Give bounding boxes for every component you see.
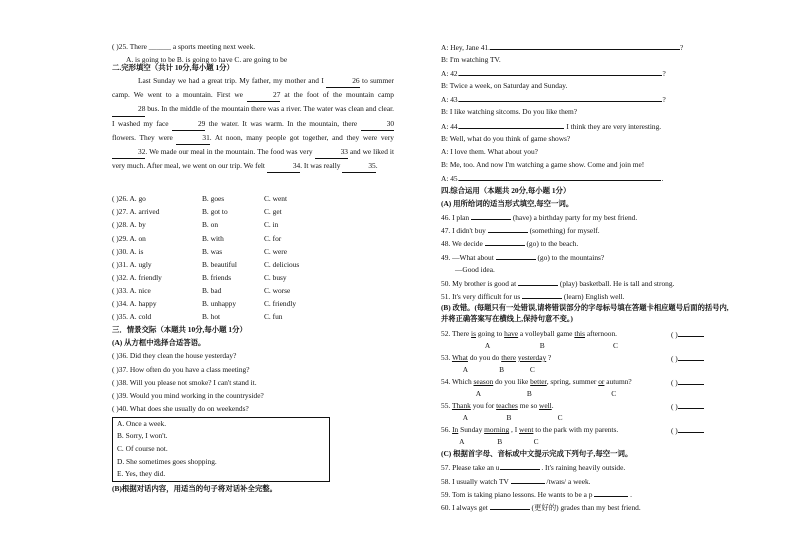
hint-item [441, 460, 731, 473]
option-a: ( )30. A. is [112, 246, 144, 256]
hint-blank [594, 487, 628, 497]
fill-prefix: 50. My brother is good at [441, 278, 517, 288]
underlined-part: there [501, 352, 517, 362]
underlined-part: or [598, 377, 605, 387]
underlined-part: morning [484, 425, 510, 435]
hint-prefix: 57. Please take an u [441, 463, 500, 473]
box-option: E. Yes, they did. [117, 469, 166, 479]
dialogue-text: A: 43. [441, 95, 460, 105]
option-b: B. unhappy [202, 299, 237, 309]
situation-question: ( )40. What does she usually do on weekends? [112, 403, 249, 413]
underlined-part: have [504, 328, 519, 338]
underlined-part: Thank [451, 401, 471, 411]
situation-heading: 三．情景交际（本题共 10分,每小题 1分） [112, 325, 247, 335]
blank-number: 35 [342, 159, 375, 173]
fill-blank [485, 236, 525, 246]
fill-prefix: 51. It's very difficult for us [441, 291, 521, 301]
box-option: A. Once a week. [117, 418, 167, 428]
blank-number: 32 [112, 145, 145, 159]
underlined-part: teaches [496, 401, 518, 411]
option-b: B. hot [202, 312, 221, 322]
dialogue-text: A: Hey, Jane 41. [441, 43, 490, 52]
fill-prefix: 49. —What about [441, 252, 494, 262]
situation-question: ( )37. How often do you have a class meeting? [112, 364, 250, 374]
answer-line [490, 40, 680, 50]
error-item [441, 399, 731, 412]
answer-line [678, 423, 704, 433]
underlined-part: this [574, 328, 585, 338]
hint-blank [500, 460, 540, 470]
answer-paren: ( ) [671, 353, 678, 363]
option-c: C. get [264, 207, 282, 217]
fill-item [441, 263, 731, 276]
option-c: C. worse [264, 285, 291, 295]
hint-item [441, 474, 731, 487]
cloze-option-row [112, 310, 394, 323]
fill-suffix: (go) to the beach. [526, 239, 579, 249]
cloze-option-row [112, 284, 394, 297]
answer-line [678, 375, 704, 385]
q25-options: A. is going to be B. is going to have C. are going to be [126, 55, 288, 65]
option-c: C. in [264, 220, 279, 230]
answer-area [671, 375, 704, 389]
sentence-part: 54. Which [441, 377, 474, 387]
blank-number: 33 [315, 145, 348, 159]
situation-sub-a: (A) 从方框中选择合适答语。 [112, 338, 206, 348]
box-option: C. Of course not. [117, 444, 168, 454]
blank-number: 27 [247, 88, 280, 102]
error-correction [441, 327, 731, 447]
situation-question: ( )36. Did they clean the house yesterday? [112, 351, 237, 361]
cloze-option-row [112, 297, 394, 310]
cloze-passage: Last Sunday we had a great trip. My father, my mother and I 26 to summer camp. We went to a mountain. First we 27 at the foot of the mountain camp 28 bus. In the middle of the mountain there was a river. The water was clean and clear. I washed my face 29 the water. It was warm. In the mountain, there 30 flowers. They were 31. At noon, many people got together, and they were very 32. We made our meal in the mountain. The food was very 33 and we liked it very much. After meal, we went on our trip. We felt 34. It was really 35. [112, 74, 394, 192]
fill-blank [471, 210, 511, 220]
hint-suffix: (更好的) grades than my best friend. [531, 502, 641, 512]
fill-prefix: 46. I plan [441, 213, 470, 223]
option-c: C. fun [264, 312, 283, 322]
answer-line [678, 327, 704, 337]
sentence-part: , spring, summer [546, 377, 599, 387]
fill-item [441, 223, 731, 236]
fill-suffix: (play) basketball. He is tall and strong. [559, 278, 675, 288]
cloze-options [112, 192, 394, 323]
hint-item [441, 487, 731, 500]
answer-line [678, 351, 704, 361]
hint-prefix: 59. Tom is taking piano lessons. He wants to be a p [441, 489, 593, 499]
fill-item [441, 236, 731, 249]
hint-suffix: . [630, 489, 633, 499]
answer-line [459, 119, 564, 129]
sentence-part: do you do [467, 352, 502, 362]
underlined-part: season [473, 377, 494, 387]
section4-sub-a: (A) 用所给词的适当形式填空,每空一词。 [441, 199, 574, 209]
sentence-part: to the park with my parents. [533, 425, 619, 435]
sentence-part: , I [509, 425, 520, 435]
dialogue-text: B: Well, what do you think of game shows? [441, 133, 571, 143]
option-a: ( )32. A. friendly [112, 272, 162, 282]
option-b: B. with [202, 233, 224, 243]
dialogue-text: B: Twice a week, on Saturday and Sunday. [441, 81, 568, 91]
option-b: B. was [202, 246, 223, 256]
dialogue-text: A: 45. [441, 173, 460, 183]
error-item [441, 351, 731, 364]
underlined-part: better [530, 377, 547, 387]
sentence-part: ? [546, 352, 552, 362]
blank-number: 28 [112, 102, 145, 116]
hint-prefix: 60. I always get [441, 502, 488, 512]
option-c: C. for [264, 233, 282, 243]
answer-options-box [112, 417, 330, 482]
fill-blank [488, 223, 528, 233]
cloze-option-row [112, 218, 394, 231]
underlined-part: well [539, 401, 552, 411]
sentence-part: 56. [441, 425, 453, 435]
option-c: C. delicious [264, 259, 300, 269]
sentence-part: Sunday [458, 425, 485, 435]
fill-item [441, 276, 731, 289]
cloze-option-row [112, 232, 394, 245]
dialogue-line: A: Hey, Jane 41. ? [441, 40, 731, 53]
answer-line [459, 171, 661, 181]
answer-area [671, 327, 704, 341]
q25-text: ( )25. There ______ a sports meeting next week. [112, 42, 256, 51]
option-b: B. got to [202, 207, 228, 217]
sentence-part: you for [470, 401, 497, 411]
underlined-part: yesterday [517, 352, 547, 362]
blank-number: 31 [176, 131, 209, 145]
dialogue-text: A: 44. [441, 121, 460, 131]
option-a: ( )35. A. cold [112, 312, 152, 322]
situation-question: ( )38. Will you please not smoke? I can't stand it. [112, 377, 257, 387]
sentence-part: going to [475, 328, 505, 338]
option-a: ( )31. A. ugly [112, 259, 152, 269]
cloze-option-row [112, 192, 394, 205]
sentence-part: . [551, 401, 554, 411]
cloze-option-row [112, 271, 394, 284]
cloze-heading: 二.完形填空（共计 10分,每小题 1分） [112, 63, 234, 73]
hint-completion [441, 460, 731, 512]
sentence-part: do you like [493, 377, 531, 387]
dialogue-line [441, 158, 731, 171]
sentence-part: 55. [441, 401, 452, 411]
option-a: ( )34. A. happy [112, 299, 157, 309]
box-option: D. She sometimes goes shopping. [117, 456, 217, 466]
sentence-part: me so [517, 401, 539, 411]
sentence-part: afternoon. [585, 328, 618, 338]
option-letters: A B C [441, 413, 563, 423]
answer-paren: ( ) [671, 426, 678, 436]
sentence-part: autumn? [604, 377, 632, 387]
answer-line [459, 92, 662, 102]
option-b: B. goes [202, 194, 225, 204]
underlined-part: What [451, 352, 468, 362]
situation-question: ( )39. Would you mind working in the countryside? [112, 390, 264, 400]
option-b: B. on [202, 220, 219, 230]
left-column [112, 40, 394, 495]
answer-area [671, 351, 704, 365]
dialogue-text: A: 42. [441, 69, 460, 79]
underlined-part: is [471, 328, 476, 338]
option-letters: A B C [441, 437, 539, 447]
option-b: B. bad [202, 285, 222, 295]
option-a: ( )27. A. arrived [112, 207, 160, 217]
situation-sub-b: (B)根据对话内容，用适当的句子将对话补全完整。 [112, 483, 278, 493]
box-option: B. Sorry, I won't. [117, 431, 168, 441]
fill-suffix: (learn) English well. [563, 291, 625, 301]
dialogue-line [441, 145, 731, 158]
blank-number: 26 [326, 74, 359, 88]
blank-number: 30 [361, 117, 394, 131]
answer-line [459, 66, 662, 76]
section4-sub-b: (B) 改错。(每题只有一处错误,请将错误部分的字母标号填在答题卡相应题号后面的括号内,并将正确答案写在横线上,保持句意不变。) [441, 302, 729, 324]
error-item [441, 375, 731, 388]
dialogue-line [441, 132, 731, 145]
option-letters: A B C [441, 340, 618, 350]
option-c: C. busy [264, 272, 287, 282]
answer-paren: ( ) [671, 378, 678, 388]
option-a: ( )29. A. on [112, 233, 146, 243]
fill-suffix: (something) for myself. [529, 226, 600, 236]
answer-area [671, 399, 704, 413]
hint-suffix: . It's raining heavily outside. [541, 463, 626, 473]
situation-questions [112, 349, 394, 414]
right-column [441, 40, 731, 513]
error-item [441, 423, 731, 436]
fill-blank [518, 276, 558, 286]
option-b: B. beautiful [202, 259, 237, 269]
option-a: ( )26. A. go [112, 194, 146, 204]
underlined-part: In [452, 425, 459, 435]
dialogue-text: A: I love them. What about you? [441, 146, 538, 156]
answer-line [678, 399, 704, 409]
fill-prefix: 48. We decide [441, 239, 483, 249]
blank-number: 29 [172, 117, 205, 131]
fill-blank [496, 250, 536, 260]
option-letters: A B C [441, 365, 535, 375]
cloze-option-row [112, 245, 394, 258]
hint-blank [490, 500, 530, 510]
option-a: ( )33. A. nice [112, 285, 151, 295]
word-form-fill [441, 210, 731, 302]
hint-suffix: /twaɪs/ a week. [546, 476, 591, 486]
option-b: B. friends [202, 272, 232, 282]
dialogue-text: B: Me, too. And now I'm watching a game show. Come and join me! [441, 159, 645, 169]
underlined-part: went [519, 425, 534, 435]
option-c: C. were [264, 246, 287, 256]
dialogue-text: B: I like watching sitcoms. Do you like them? [441, 107, 578, 117]
hint-item [441, 500, 731, 513]
answer-area [671, 423, 704, 437]
hint-prefix: 58. I usually watch TV [441, 476, 509, 486]
fill-item [441, 250, 731, 263]
fill-blank [522, 289, 562, 299]
section4-sub-c: (C) 根据首字母、音标或中文提示完成下列句子,每空一词。 [441, 449, 633, 459]
dialogue-text: B: I'm watching TV. [441, 55, 501, 65]
dialogue-line [441, 119, 731, 132]
dialogue-completion [441, 40, 731, 184]
dialogue-line [441, 53, 731, 66]
sentence-part: 52. There [441, 328, 472, 338]
option-c: C. friendly [264, 299, 297, 309]
fill-suffix: (go) to the mountains? [537, 252, 605, 262]
blank-number: 34 [267, 159, 300, 173]
fill-item [441, 210, 731, 223]
answer-paren: ( ) [671, 402, 678, 412]
option-c: C. went [264, 194, 287, 204]
cloze-option-row [112, 258, 394, 271]
error-item [441, 327, 731, 340]
dialogue-tail: I think they are very interesting. [566, 121, 662, 131]
hint-blank [511, 474, 545, 484]
dialogue-line [441, 79, 731, 92]
cloze-option-row [112, 205, 394, 218]
answer-paren: ( ) [671, 329, 678, 339]
dialogue-line [441, 105, 731, 118]
fill-prefix: —Good idea. [455, 264, 495, 274]
fill-suffix: (have) a birthday party for my best friend. [512, 213, 638, 223]
option-letters: A B C [441, 389, 617, 399]
fill-item [441, 289, 731, 302]
fill-prefix: 47. I didn't buy [441, 226, 486, 236]
sentence-part: a volleyball game [518, 328, 575, 338]
dialogue-line: A: 43. ? [441, 92, 731, 105]
section4-heading: 四.综合运用（本题共 20分,每小题 1分） [441, 186, 571, 196]
option-a: ( )28. A. by [112, 220, 146, 230]
sentence-part: 53. [441, 352, 452, 362]
dialogue-line: A: 45. . [441, 171, 731, 184]
dialogue-line: A: 42. ? [441, 66, 731, 79]
